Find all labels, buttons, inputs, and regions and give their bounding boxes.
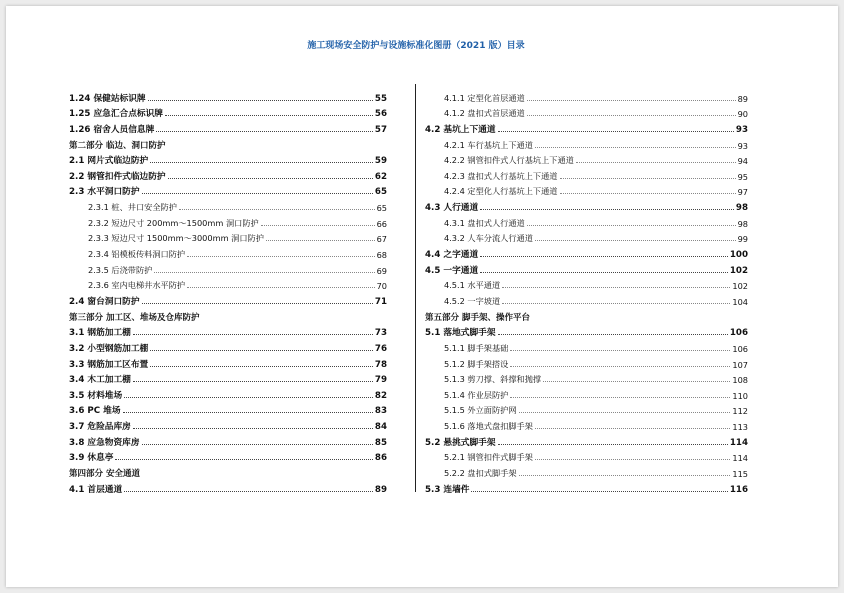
toc-dot-leader (480, 209, 734, 210)
toc-entry[interactable] (425, 432, 748, 448)
toc-entry-label: 1.24 保健站标识牌 (69, 93, 146, 104)
toc-page-number: 84 (374, 422, 387, 433)
toc-entry-label: 2.3 水平洞口防护 (69, 187, 140, 198)
toc-entry[interactable] (425, 213, 748, 229)
toc-dot-leader (133, 334, 373, 335)
toc-entry-label: 4.1.1 定型化首层通道 (444, 92, 525, 103)
toc-page-number: 78 (374, 359, 387, 370)
toc-entry-label: 4.1.2 盘扣式首层通道 (444, 108, 525, 119)
toc-entry[interactable] (69, 260, 387, 276)
toc-entry[interactable] (425, 182, 748, 198)
toc-dot-leader (124, 491, 373, 492)
toc-dot-leader (150, 350, 373, 351)
toc-entry-label: 3.3 钢筋加工区布置 (69, 359, 149, 370)
toc-entry-label: 3.8 应急物资库房 (69, 437, 140, 448)
toc-page-number: 95 (737, 171, 748, 182)
toc-entry-label: 3.2 小型钢筋加工棚 (69, 343, 149, 354)
toc-page-number: 107 (732, 359, 748, 370)
toc-entry-label: 4.1 首层通道 (69, 484, 123, 495)
toc-dot-leader (115, 459, 372, 460)
toc-entry[interactable] (425, 479, 748, 495)
toc-page-number: 65 (376, 203, 387, 214)
toc-entry[interactable] (425, 291, 748, 307)
toc-entry[interactable] (425, 463, 748, 479)
toc-dot-leader (154, 272, 374, 273)
toc-dot-leader (535, 459, 730, 460)
toc-entry-label: 5.2.2 盘扣式脚手架 (444, 468, 517, 479)
toc-page-number: 89 (374, 484, 387, 495)
toc-entry-label: 4.2 基坑上下通道 (425, 124, 496, 135)
toc-dot-leader (527, 100, 736, 101)
toc-entry[interactable] (425, 323, 748, 339)
toc-entry-label: 4.3 人行通道 (425, 203, 479, 214)
toc-entry[interactable] (69, 416, 387, 432)
toc-entry-label: 5.1.3 剪刀撑、斜撑和抛撑 (444, 374, 542, 385)
toc-dot-leader (261, 225, 375, 226)
toc-entry[interactable] (69, 338, 387, 354)
toc-entry[interactable] (425, 166, 748, 182)
toc-dot-leader (502, 287, 730, 288)
toc-entry-label: 1.25 应急汇合点标识牌 (69, 109, 163, 120)
toc-page-number: 112 (732, 406, 748, 417)
toc-entry-label: 4.4 之字通道 (425, 250, 479, 261)
toc-entry-label: 第五部分 脚手架、操作平台 (425, 312, 530, 323)
toc-dot-leader (142, 444, 373, 445)
toc-dot-leader (498, 334, 728, 335)
toc-dot-leader (480, 272, 728, 273)
toc-page-number: 108 (732, 375, 748, 386)
toc-page-number: 85 (374, 437, 387, 448)
toc-page-number: 70 (376, 281, 387, 292)
toc-entry[interactable] (69, 448, 387, 464)
toc-entry[interactable] (69, 151, 387, 167)
toc-page-number: 114 (732, 453, 748, 464)
toc-entry-label: 5.1.6 落地式盘扣脚手架 (444, 421, 533, 432)
toc-entry-label: 第四部分 安全通道 (69, 469, 140, 480)
toc-dot-leader (576, 162, 736, 163)
toc-entry[interactable] (425, 229, 748, 245)
toc-entry[interactable] (69, 119, 387, 135)
toc-page-number: 98 (737, 218, 748, 229)
toc-dot-leader (510, 366, 730, 367)
toc-page-number: 113 (732, 422, 748, 433)
toc-entry-label: 4.5.2 一字坡道 (444, 295, 501, 306)
toc-entry-label: 第三部分 加工区、堆场及仓库防护 (69, 312, 200, 323)
toc-dot-leader (133, 381, 373, 382)
toc-entry-label: 2.3.2 短边尺寸 200mm～1500mm 洞口防护 (88, 217, 259, 228)
toc-page-number: 57 (374, 124, 387, 135)
toc-entry[interactable] (69, 244, 387, 260)
toc-entry[interactable] (69, 479, 387, 495)
toc-dot-leader (150, 162, 373, 163)
toc-part-heading[interactable] (69, 463, 387, 479)
toc-dot-leader (510, 397, 730, 398)
toc-entry[interactable] (425, 244, 748, 260)
toc-dot-leader (142, 193, 373, 194)
toc-entry-label: 5.2.1 钢管扣件式脚手架 (444, 452, 533, 463)
toc-entry-label: 1.26 宿舍人员信息牌 (69, 124, 155, 135)
toc-page-number: 116 (729, 484, 748, 495)
toc-page-number: 71 (374, 296, 387, 307)
toc-entry-label: 2.3.5 后浇带防护 (88, 264, 153, 275)
toc-dot-leader (156, 131, 373, 132)
toc-entry[interactable] (425, 385, 748, 401)
column-divider (415, 84, 416, 492)
toc-page-number: 106 (729, 328, 748, 339)
toc-entry[interactable] (425, 338, 748, 354)
toc-page-number: 66 (376, 218, 387, 229)
toc-page-number: 65 (374, 187, 387, 198)
toc-page-number: 90 (737, 109, 748, 120)
toc-page-number: 73 (374, 328, 387, 339)
toc-entry[interactable] (69, 385, 387, 401)
toc-dot-leader (502, 303, 730, 304)
toc-page-number: 102 (729, 265, 748, 276)
toc-page-number: 68 (376, 250, 387, 261)
toc-entry-label: 4.5.1 水平通道 (444, 280, 501, 291)
toc-entry-label: 3.9 休息亭 (69, 453, 114, 464)
toc-entry[interactable] (425, 119, 748, 135)
toc-entry[interactable] (425, 370, 748, 386)
toc-entry-label: 5.3 连墙件 (425, 484, 470, 495)
toc-dot-leader (187, 256, 374, 257)
toc-entry-label: 2.3.4 铝模板传料洞口防护 (88, 249, 186, 260)
toc-page-number: 114 (729, 437, 748, 448)
toc-entry[interactable] (69, 401, 387, 417)
toc-entry[interactable] (425, 276, 748, 292)
toc-entry-label: 4.2.1 车行基坑上下通道 (444, 139, 533, 150)
toc-entry-label: 4.3.2 人车分流人行通道 (444, 233, 533, 244)
toc-entry[interactable] (69, 291, 387, 307)
toc-entry-label: 2.3.6 室内电梯井水平防护 (88, 280, 186, 291)
toc-page-number: 106 (732, 343, 748, 354)
toc-entry-label: 5.1.4 作业层防护 (444, 389, 509, 400)
toc-page-number: 83 (374, 406, 387, 417)
toc-entry[interactable] (69, 182, 387, 198)
toc-dot-leader (133, 428, 373, 429)
toc-dot-leader (123, 412, 373, 413)
toc-entry[interactable] (425, 88, 748, 104)
toc-entry[interactable] (69, 197, 387, 213)
toc-entry-label: 3.4 木工加工棚 (69, 375, 131, 386)
toc-right-column (425, 88, 748, 495)
toc-entry[interactable] (425, 448, 748, 464)
toc-entry[interactable] (425, 260, 748, 276)
toc-entry-label: 4.2.2 钢管扣件式人行基坑上下通道 (444, 155, 574, 166)
toc-entry-label: 4.3.1 盘扣式人行通道 (444, 217, 525, 228)
toc-entry-label: 第二部分 临边、洞口防护 (69, 140, 166, 151)
toc-entry[interactable] (425, 197, 748, 213)
toc-entry-label: 2.1 网片式临边防护 (69, 156, 149, 167)
toc-page-number: 110 (732, 390, 748, 401)
toc-entry-label: 4.5 一字通道 (425, 265, 479, 276)
toc-page-number: 89 (737, 93, 748, 104)
toc-entry[interactable] (425, 401, 748, 417)
toc-dot-leader (150, 366, 373, 367)
toc-entry-label: 3.1 钢筋加工棚 (69, 328, 131, 339)
toc-entry[interactable] (69, 166, 387, 182)
toc-dot-leader (179, 209, 375, 210)
toc-page-number: 93 (735, 124, 748, 135)
toc-page-number: 86 (374, 453, 387, 464)
toc-page-number: 104 (732, 296, 748, 307)
toc-page-number: 100 (729, 250, 748, 261)
toc-page-number: 82 (374, 390, 387, 401)
toc-page-number: 93 (737, 140, 748, 151)
toc-dot-leader (142, 303, 373, 304)
toc-left-column (69, 88, 387, 495)
toc-page-number: 99 (737, 234, 748, 245)
toc-dot-leader (519, 412, 731, 413)
toc-dot-leader (266, 240, 375, 241)
toc-entry[interactable] (69, 229, 387, 245)
toc-entry[interactable] (69, 104, 387, 120)
toc-entry[interactable] (69, 88, 387, 104)
toc-entry-label: 2.4 窗台洞口防护 (69, 296, 140, 307)
toc-page-number: 62 (374, 171, 387, 182)
toc-dot-leader (480, 256, 728, 257)
toc-page-number: 79 (374, 375, 387, 386)
toc-entry-label: 3.6 PC 堆场 (69, 406, 121, 417)
toc-entry-label: 3.5 材料堆场 (69, 390, 123, 401)
toc-part-heading[interactable] (69, 307, 387, 323)
toc-page-number: 98 (735, 203, 748, 214)
toc-entry[interactable] (425, 104, 748, 120)
toc-dot-leader (165, 115, 373, 116)
toc-page-number: 59 (374, 156, 387, 167)
toc-entry[interactable] (69, 323, 387, 339)
toc-dot-leader (560, 178, 736, 179)
toc-dot-leader (535, 428, 730, 429)
toc-entry[interactable] (425, 151, 748, 167)
toc-entry[interactable] (425, 135, 748, 151)
toc-page-number: 67 (376, 234, 387, 245)
toc-page-number: 102 (732, 281, 748, 292)
toc-page-number: 97 (737, 187, 748, 198)
page-title: 施工现场安全防护与设施标准化图册（2021 版）目录 (307, 41, 525, 51)
toc-entry[interactable] (425, 354, 748, 370)
toc-dot-leader (519, 475, 731, 476)
toc-entry-label: 3.7 危险品库房 (69, 422, 131, 433)
toc-dot-leader (498, 131, 734, 132)
toc-entry[interactable] (69, 276, 387, 292)
toc-dot-leader (527, 225, 736, 226)
toc-dot-leader (124, 397, 373, 398)
toc-entry-label: 5.1 落地式脚手架 (425, 328, 496, 339)
toc-page-number: 115 (732, 469, 748, 480)
toc-dot-leader (535, 147, 736, 148)
toc-entry-label: 4.2.4 定型化人行基坑上下通道 (444, 186, 558, 197)
toc-dot-leader (510, 350, 730, 351)
toc-entry[interactable] (69, 432, 387, 448)
toc-page-number: 94 (737, 156, 748, 167)
toc-entry[interactable] (425, 416, 748, 432)
toc-part-heading[interactable] (69, 135, 387, 151)
toc-dot-leader (148, 100, 373, 101)
toc-dot-leader (471, 491, 727, 492)
toc-page-number: 76 (374, 343, 387, 354)
toc-dot-leader (543, 381, 730, 382)
toc-entry[interactable] (69, 354, 387, 370)
toc-dot-leader (527, 115, 736, 116)
toc-dot-leader (498, 444, 728, 445)
toc-entry-label: 5.1.2 脚手架搭设 (444, 358, 509, 369)
toc-entry-label: 2.2 钢管扣件式临边防护 (69, 171, 166, 182)
toc-dot-leader (560, 193, 736, 194)
toc-entry[interactable] (69, 370, 387, 386)
toc-entry-label: 4.2.3 盘扣式人行基坑上下通道 (444, 170, 558, 181)
toc-dot-leader (535, 240, 736, 241)
toc-page-number: 69 (376, 265, 387, 276)
toc-dot-leader (187, 287, 374, 288)
toc-page-number: 55 (374, 93, 387, 104)
toc-entry[interactable] (69, 213, 387, 229)
toc-entry-label: 2.3.3 短边尺寸 1500mm～3000mm 洞口防护 (88, 233, 264, 244)
toc-entry-label: 5.1.1 脚手架基础 (444, 342, 509, 353)
toc-entry-label: 5.2 悬挑式脚手架 (425, 437, 496, 448)
toc-page-number: 56 (374, 109, 387, 120)
toc-dot-leader (168, 178, 373, 179)
toc-entry-label: 2.3.1 桩、井口安全防护 (88, 202, 177, 213)
toc-part-heading[interactable] (425, 307, 748, 323)
toc-entry-label: 5.1.5 外立面防护网 (444, 405, 517, 416)
